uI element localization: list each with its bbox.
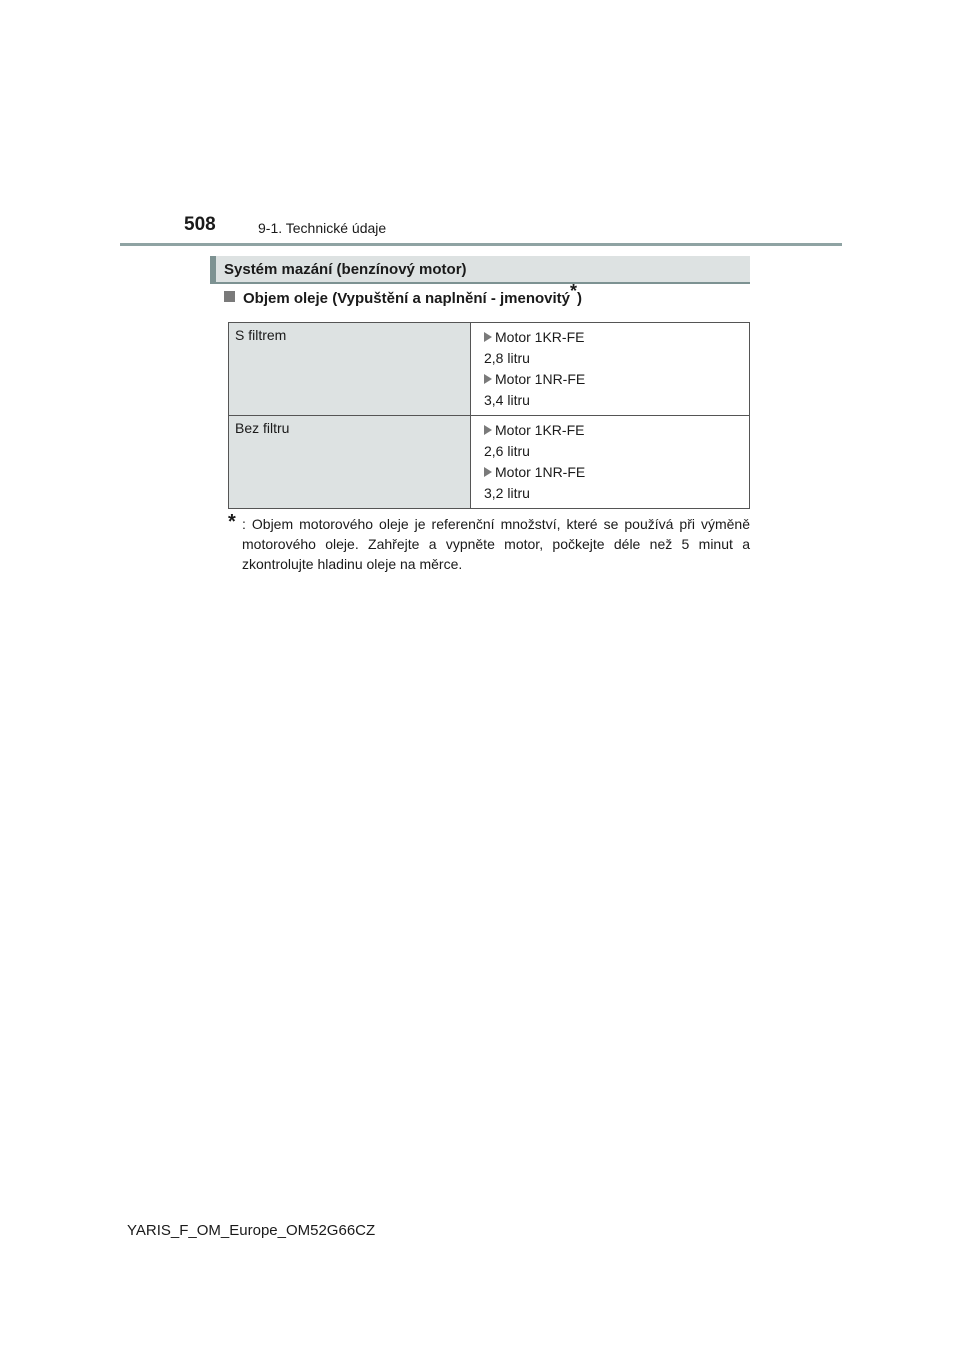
engine-name: Motor 1KR-FE xyxy=(495,422,585,438)
oil-amount: 3,4 litru xyxy=(484,392,530,408)
oil-amount: 3,2 litru xyxy=(484,485,530,501)
oil-amount: 2,6 litru xyxy=(484,443,530,459)
engine-entry xyxy=(471,462,749,483)
row-values xyxy=(471,416,750,509)
engine-entry xyxy=(471,369,749,390)
sub-heading xyxy=(224,281,583,307)
triangle-bullet-icon xyxy=(484,332,492,342)
box-heading-text: Systém mazání (benzínový motor) xyxy=(224,261,467,278)
engine-entry xyxy=(471,420,749,441)
heading-accent-bar xyxy=(210,256,216,282)
row-label: S filtrem xyxy=(229,323,471,416)
sub-heading-closing: ) xyxy=(577,290,583,307)
section-box-heading xyxy=(210,256,750,284)
row-label: Bez filtru xyxy=(229,416,471,509)
row-values xyxy=(471,323,750,416)
header-divider xyxy=(120,243,842,246)
section-title: 9-1. Technické údaje xyxy=(258,220,387,236)
triangle-bullet-icon xyxy=(484,374,492,384)
oil-capacity-table xyxy=(228,322,750,509)
engine-name: Motor 1NR-FE xyxy=(495,464,586,480)
triangle-bullet-icon xyxy=(484,425,492,435)
footnote-marker: * xyxy=(570,281,578,301)
table-row xyxy=(229,416,750,509)
engine-name: Motor 1KR-FE xyxy=(495,329,585,345)
triangle-bullet-icon xyxy=(484,467,492,477)
oil-amount: 2,8 litru xyxy=(484,350,530,366)
sub-heading-text: Objem oleje (Vypuštění a naplnění - jmenovitý xyxy=(243,290,571,307)
footnote xyxy=(228,511,750,574)
engine-name: Motor 1NR-FE xyxy=(495,371,586,387)
engine-entry xyxy=(471,327,749,348)
table-row xyxy=(229,323,750,416)
footnote-text: : Objem motorového oleje je referenční množství, které se používá při výměně motorového oleje. Zahřejte a vypněte motor, počkejte déle než 5 minut a zkontrolujte hladinu oleje na měrce. xyxy=(242,516,750,572)
footnote-star: * xyxy=(228,511,236,533)
page-number: 508 xyxy=(184,214,216,235)
square-bullet-icon xyxy=(224,291,235,302)
document-code: YARIS_F_OM_Europe_OM52G66CZ xyxy=(127,1222,376,1239)
